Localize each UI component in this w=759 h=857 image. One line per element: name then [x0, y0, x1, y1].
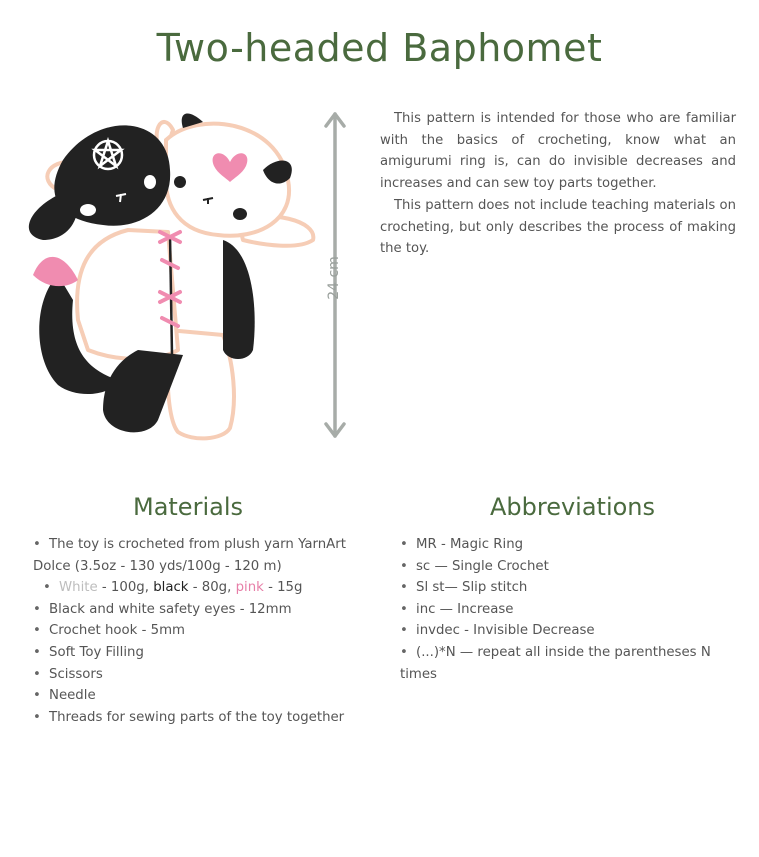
abbreviations-list: [400, 534, 730, 685]
list-item: • Threads for sewing parts of the toy together: [33, 707, 373, 729]
yarn-colors-line: [33, 577, 373, 599]
list-item: • Sl st— Slip stitch: [400, 577, 730, 599]
color-pink-amount: - 15g: [263, 580, 303, 596]
materials-list: [33, 534, 373, 728]
yarn-line: The toy is crocheted from plush yarn YarnArt Dolce (3.5oz - 130 yds/100g - 120 m): [33, 537, 346, 574]
intro-paragraph-2: This pattern does not include teaching materials on crocheting, but only describes the process of making the toy.: [380, 197, 736, 257]
color-black-label: black: [153, 580, 189, 596]
intro-text: [380, 108, 736, 260]
color-black-amount: - 80g,: [188, 580, 236, 596]
baphomet-illustration: [18, 100, 318, 445]
list-item: [33, 534, 373, 577]
list-item: • Crochet hook - 5mm: [33, 620, 373, 642]
list-item: • invdec - Invisible Decrease: [400, 620, 730, 642]
list-item: • inc — Increase: [400, 599, 730, 621]
materials-heading: Materials: [132, 493, 243, 521]
color-pink-label: pink: [235, 580, 264, 596]
page-title: Two-headed Baphomet: [156, 26, 603, 70]
list-item: • Soft Toy Filling: [33, 642, 373, 664]
list-item: • MR - Magic Ring: [400, 534, 730, 556]
list-item: • Scissors: [33, 664, 373, 686]
abbreviations-heading: Abbreviations: [489, 493, 656, 521]
list-item: • sc — Single Crochet: [400, 556, 730, 578]
list-item: • (...)*N — repeat all inside the parentheses N times: [400, 642, 730, 685]
color-white-label: White: [59, 580, 98, 596]
intro-paragraph-1: This pattern is intended for those who are familiar with the basics of crocheting, know what an amigurumi ring is, can do invisible decreases and increases and can sew toy parts together.: [380, 111, 736, 192]
color-white-amount: - 100g,: [97, 580, 154, 596]
height-label: 24 cm: [326, 256, 342, 300]
list-item: • Needle: [33, 685, 373, 707]
list-item: • Black and white safety eyes - 12mm: [33, 599, 373, 621]
